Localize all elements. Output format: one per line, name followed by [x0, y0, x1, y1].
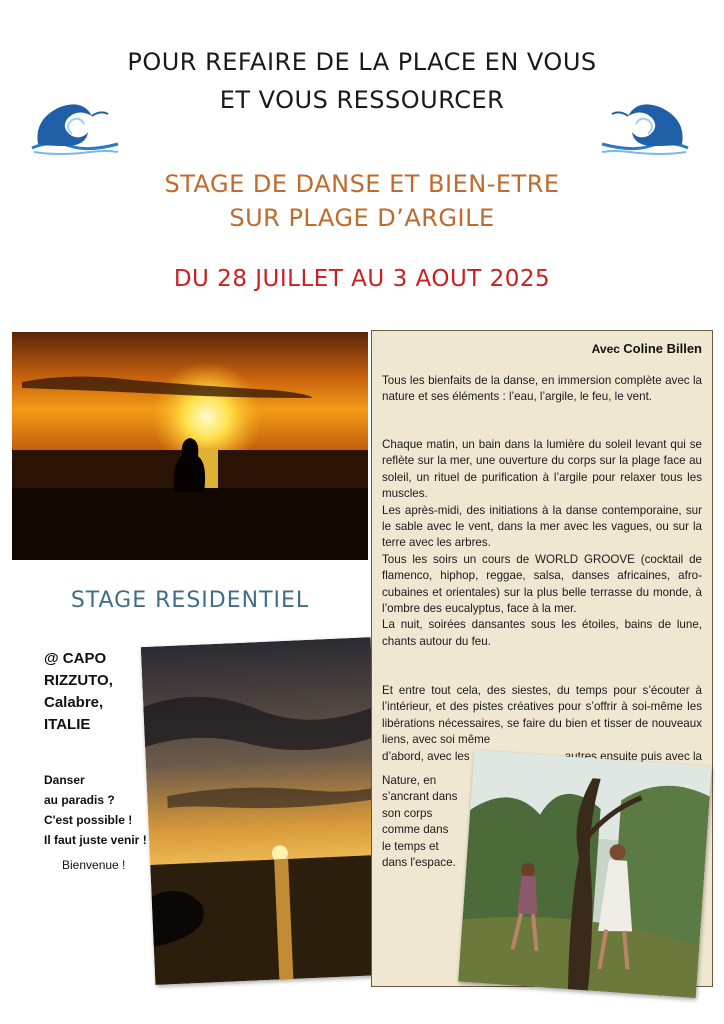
split-line-left: d’abord, avec les: [382, 749, 470, 763]
tagline-line: C'est possible !: [44, 813, 133, 827]
location-line: Calabre,: [44, 694, 104, 711]
continuation-line: dans l'espace.: [382, 856, 456, 870]
continuation-line: comme dans: [382, 823, 449, 837]
location-line: ITALIE: [44, 716, 91, 733]
paragraph-morning: Chaque matin, un bain dans la lumière du soleil levant qui se reflète sur la mer, une ouverture du corps sur la plage face au soleil, un rituel de purification à l’argile pour relaxer tous les muscles.: [382, 438, 702, 501]
wave-icon: [30, 100, 120, 156]
paragraph-night: La nuit, soirées dansantes sous les étoiles, bains de lune, chants autour du feu.: [382, 618, 702, 648]
paragraph-afternoon: Les après-midi, des initiations à la danse contemporaine, sur le sable avec le vent, dans la mer avec les vagues, ou sur la terre avec les arbres.: [382, 503, 702, 550]
welcome-text: Bienvenue !: [62, 858, 126, 872]
dancers-trees-photo: [458, 750, 712, 998]
event-title-line-1: STAGE DE DANSE ET BIEN-ETRE: [164, 170, 560, 198]
paragraph-intro: Tous les bienfaits de la danse, en immersion complète avec la nature et ses éléments : l’eau, l’argile, le feu, le vent.: [382, 374, 702, 404]
location-line: RIZZUTO,: [44, 672, 113, 689]
location-line: @ CAPO: [44, 650, 107, 667]
sunset-beach-photo: [12, 332, 368, 560]
event-title-line-2: SUR PLAGE D’ARGILE: [229, 204, 495, 232]
author-line: [592, 341, 702, 356]
paragraph-free-time-text: Et entre tout cela, des siestes, du temps pour s’écouter à l’intérieur, et des pistes créatives pour s’offrir à soi-même les libérations nécessaires, se faire du bien et tisser de nouveaux liens, avec soi même: [382, 684, 702, 747]
stage-type-heading: STAGE RESIDENTIEL: [70, 588, 310, 613]
paragraph-free-time: [382, 683, 702, 765]
headline-line-2: ET VOUS RESSOURCER: [219, 86, 505, 114]
wave-icon: [600, 100, 690, 156]
continuation-line: s’ancrant dans: [382, 790, 458, 804]
headline-line-1: POUR REFAIRE DE LA PLACE EN VOUS: [127, 48, 597, 76]
tagline-line: Danser: [44, 773, 85, 787]
continuation-line: Nature, en: [382, 774, 437, 787]
continuation-line: le temps et: [382, 839, 439, 853]
sea-sunset-photo: [141, 637, 386, 985]
author-prefix: Avec: [591, 342, 620, 356]
author-name: Coline Billen: [623, 341, 702, 356]
paragraph-program: [382, 437, 702, 650]
tagline-line: au paradis ?: [44, 793, 115, 807]
event-dates: DU 28 JUILLET AU 3 AOUT 2025: [173, 266, 551, 292]
split-line-right: autres ensuite puis avec la: [564, 749, 702, 763]
continuation-line: son corps: [382, 806, 433, 820]
tagline-line: Il faut juste venir !: [44, 833, 147, 847]
paragraph-evening: Tous les soirs un cours de WORLD GROOVE (cocktail de flamenco, hiphop, reggae, salsa, danses africaines, afro-cubaines et orientales) sur la plus belle terrasse du monde, à l’ombre des eucalyptus, face à la mer.: [382, 552, 702, 616]
